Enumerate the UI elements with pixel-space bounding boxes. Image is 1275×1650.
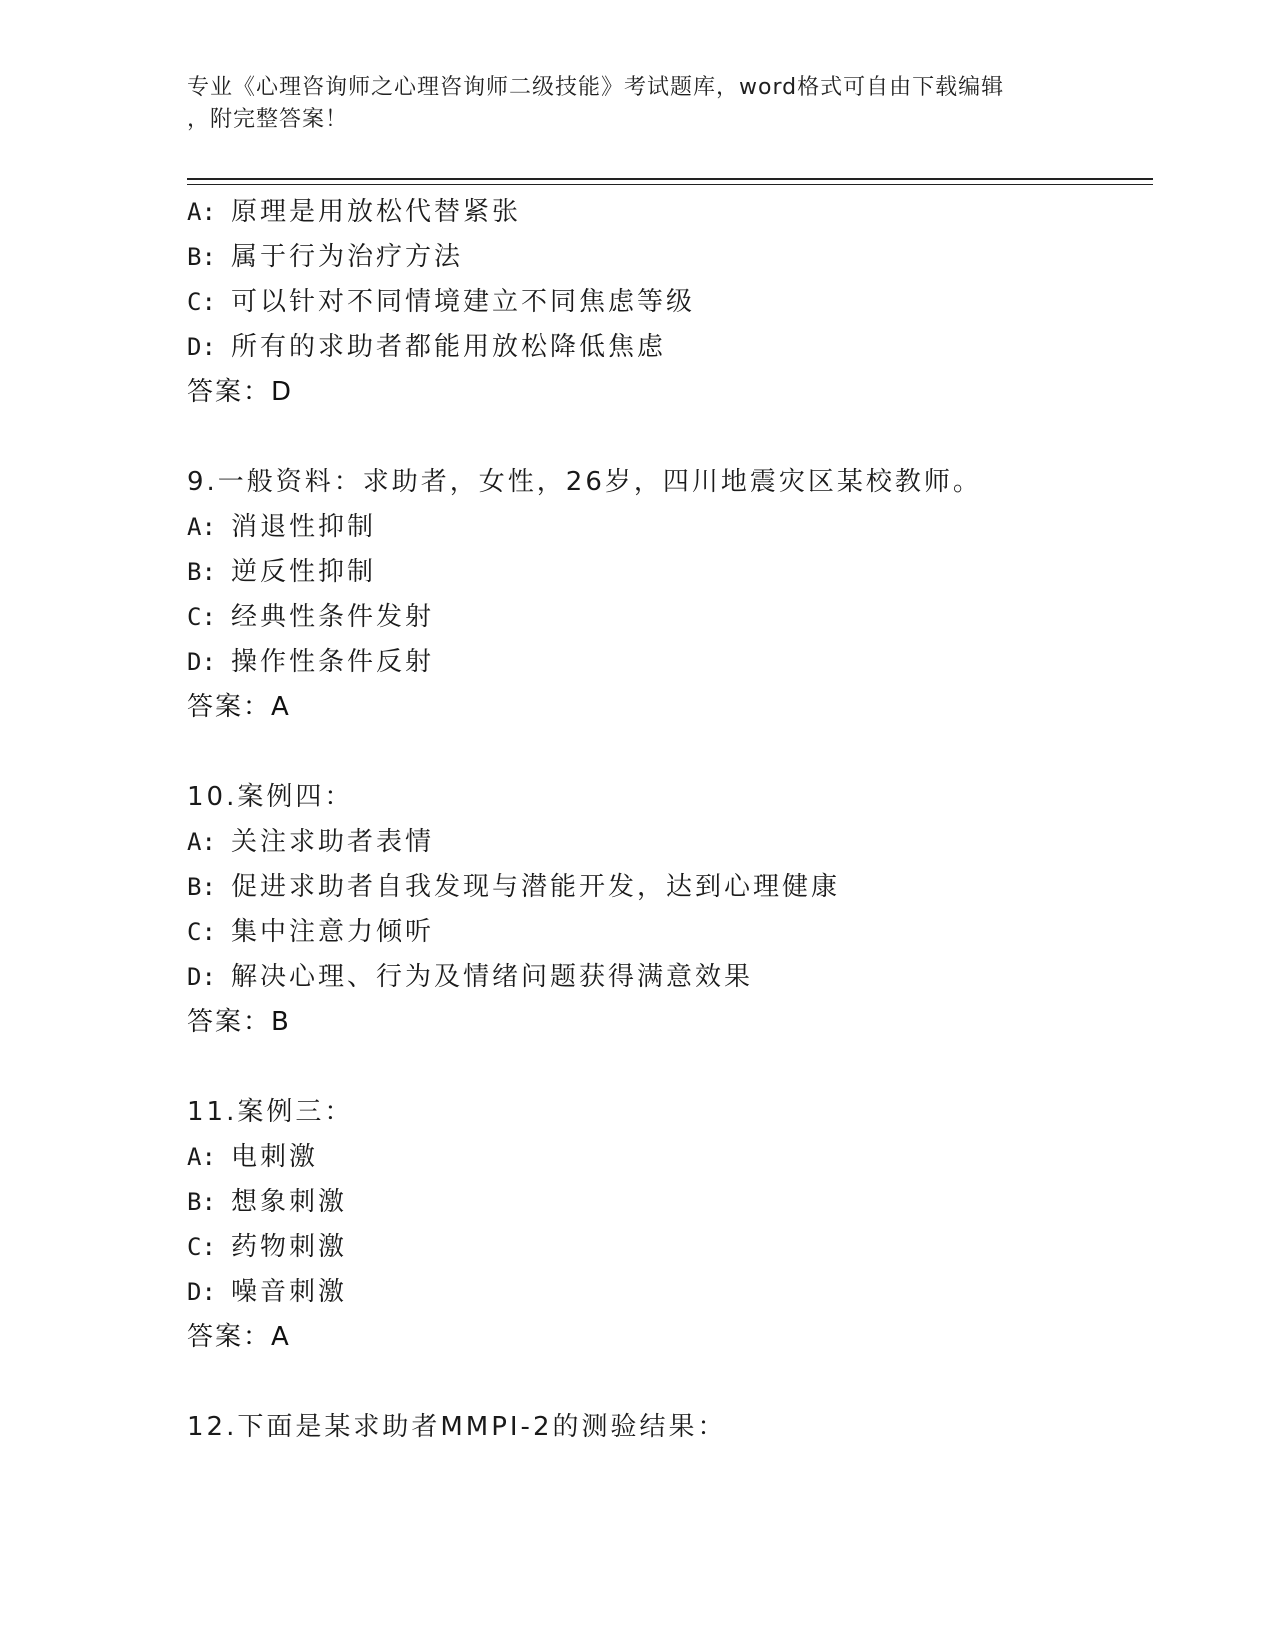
option-c	[187, 595, 1147, 640]
option-text: 药物刺激	[231, 1232, 348, 1262]
spacer	[187, 1360, 1147, 1405]
question-stem: 11.案例三：	[187, 1097, 354, 1127]
option-label: C:	[187, 918, 216, 946]
answer-line: 答案：A	[187, 692, 291, 722]
document-header	[187, 72, 1087, 136]
option-label: C:	[187, 288, 216, 316]
option-text: 所有的求助者都能用放松降低焦虑	[231, 332, 667, 362]
option-label: D:	[187, 1278, 216, 1306]
question-block-11	[187, 1090, 1147, 1360]
option-label: B:	[187, 243, 216, 271]
option-text: 经典性条件发射	[231, 602, 435, 632]
option-b	[187, 1180, 1147, 1225]
question-block-10	[187, 775, 1147, 1045]
option-text: 原理是用放松代替紧张	[231, 197, 522, 227]
option-text: 逆反性抑制	[231, 557, 377, 587]
answer-line: 答案：D	[187, 377, 294, 407]
option-label: C:	[187, 603, 216, 631]
option-text: 关注求助者表情	[231, 827, 435, 857]
option-text: 可以针对不同情境建立不同焦虑等级	[231, 287, 696, 317]
option-b	[187, 235, 1147, 280]
option-b	[187, 550, 1147, 595]
answer-line: 答案：B	[187, 1007, 291, 1037]
option-text: 电刺激	[231, 1142, 319, 1172]
option-text: 消退性抑制	[231, 512, 377, 542]
spacer	[187, 730, 1147, 775]
question-stem: 10.案例四：	[187, 782, 354, 812]
option-a	[187, 190, 1147, 235]
option-a	[187, 820, 1147, 865]
option-c	[187, 910, 1147, 955]
option-label: B:	[187, 1188, 216, 1216]
option-d	[187, 640, 1147, 685]
option-label: D:	[187, 333, 216, 361]
question-stem: 12.下面是某求助者MMPI-2的测验结果：	[187, 1412, 727, 1442]
option-label: D:	[187, 963, 216, 991]
option-text: 解决心理、行为及情绪问题获得满意效果	[231, 962, 754, 992]
option-d	[187, 325, 1147, 370]
option-text: 操作性条件反射	[231, 647, 435, 677]
option-label: B:	[187, 873, 216, 901]
option-c	[187, 280, 1147, 325]
option-label: A:	[187, 513, 216, 541]
answer-line: 答案：A	[187, 1322, 291, 1352]
question-stem: 9.一般资料：求助者，女性，26岁，四川地震灾区某校教师。	[187, 467, 982, 497]
option-text: 集中注意力倾听	[231, 917, 435, 947]
question-block-continued	[187, 190, 1147, 415]
option-b	[187, 865, 1147, 910]
option-text: 想象刺激	[231, 1187, 348, 1217]
option-label: A:	[187, 828, 216, 856]
option-d	[187, 1270, 1147, 1315]
option-label: A:	[187, 1143, 216, 1171]
option-label: D:	[187, 648, 216, 676]
option-a	[187, 1135, 1147, 1180]
header-title-line1: 专业《心理咨询师之心理咨询师二级技能》考试题库，word格式可自由下载编辑	[187, 75, 1005, 100]
option-text: 属于行为治疗方法	[231, 242, 464, 272]
spacer	[187, 415, 1147, 460]
header-divider-thick	[187, 178, 1153, 180]
question-list	[187, 190, 1147, 1450]
option-d	[187, 955, 1147, 1000]
option-label: B:	[187, 558, 216, 586]
option-a	[187, 505, 1147, 550]
question-block-12	[187, 1405, 1147, 1450]
option-label: C:	[187, 1233, 216, 1261]
spacer	[187, 1045, 1147, 1090]
question-block-9	[187, 460, 1147, 730]
option-label: A:	[187, 198, 216, 226]
option-c	[187, 1225, 1147, 1270]
option-text: 促进求助者自我发现与潜能开发，达到心理健康	[231, 872, 841, 902]
header-divider-thin	[187, 184, 1153, 185]
option-text: 噪音刺激	[231, 1277, 348, 1307]
header-title-line2: ，附完整答案！	[187, 107, 349, 132]
